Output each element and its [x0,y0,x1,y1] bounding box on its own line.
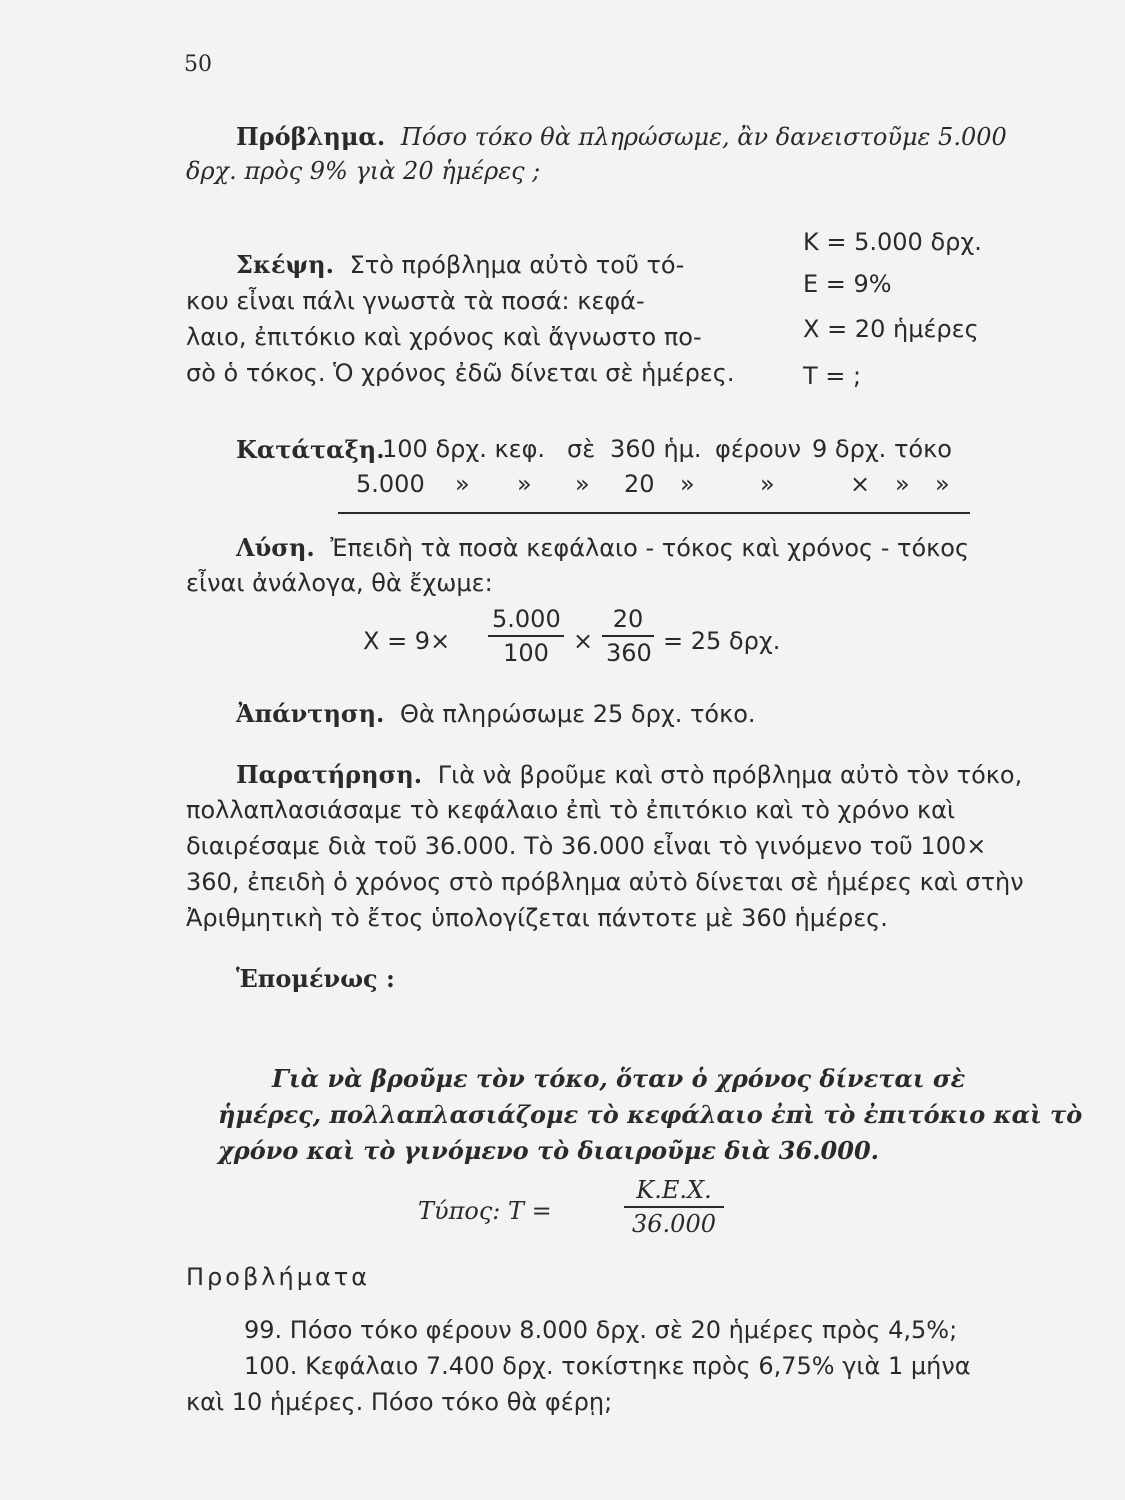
ditto-mark: » [680,470,695,498]
thought-text-2: κου εἶναι πάλι γνωστὰ τὰ ποσά: κεφά- [186,287,645,315]
ditto-mark: » [517,470,532,498]
ditto-mark: » [575,470,590,498]
fraction-bar [624,1206,724,1208]
problem-text-1: Πόσο τόκο θὰ πληρώσωμε, ἂν δανειστοῦμε 5.000 [400,123,1007,151]
fraction-denominator: 100 [503,639,549,667]
answer-line [236,699,756,728]
problem-line-1 [236,122,1007,151]
exercise-100-line-1: 100. Κεφάλαιο 7.400 δρχ. τοκίστηκε πρὸς 6,75% γιὰ 1 μήνα [244,1352,971,1380]
fraction-denominator: 360 [606,639,652,667]
fraction-numerator: 20 [612,605,644,633]
rule-text-2: ἡμέρες, πολλαπλασιάζομε τὸ κεφάλαιο ἐπὶ τὸ ἐπιτόκιο καὶ τὸ [218,1100,1083,1129]
remark-text-5: Ἀριθμητικὴ τὸ ἔτος ὑπολογίζεται πάντοτε μὲ 360 ἡμέρες. [186,904,888,932]
arrangement-row-1-interest: 9 δρχ. τόκο [812,435,952,463]
formula-fraction [624,1176,724,1238]
ditto-mark: » [455,470,470,498]
times-sign: × [573,627,594,655]
remark-label: Παρατήρηση. [236,760,423,789]
answer-label: Ἀπάντηση. [236,699,385,728]
given-time: Χ = 20 ἡμέρες [803,315,979,343]
arrangement-row-2-capital: 5.000 [356,470,425,498]
ditto-mark: » [895,470,910,498]
fraction-bar [488,635,564,637]
arrangement-rule [338,512,970,514]
thought-text-3: λαιο, ἐπιτόκιο καὶ χρόνος καὶ ἄγνωστο πο- [186,323,702,351]
exercise-99: 99. Πόσο τόκο φέρουν 8.000 δρχ. σὲ 20 ἡμέρες πρὸς 4,5%; [244,1316,958,1344]
problem-text-2: δρχ. πρὸς 9% γιὰ 20 ἡμέρες ; [186,157,541,185]
fraction-bar [602,635,654,637]
unknown-x: × [850,470,871,498]
ditto-mark: » [935,470,950,498]
thought-text-1: Στὸ πρόβλημα αὐτὸ τοῦ τό- [349,251,685,279]
remark-text-2: πολλαπλασιάσαμε τὸ κεφάλαιο ἐπὶ τὸ ἐπιτόκιο καὶ τὸ χρόνο καὶ [186,796,956,824]
arrangement-row-1-capital: 100 δρχ. κεφ. [382,435,546,463]
rule-text-1: Γιὰ νὰ βροῦμε τὸν τόκο, ὅταν ὁ χρόνος δίνεται σὲ [272,1064,966,1093]
formula-label: Τύπος: Τ = [418,1197,552,1225]
remark-text-4: 360, ἐπειδὴ ὁ χρόνος στὸ πρόβλημα αὐτὸ δίνεται σὲ ἡμέρες καὶ στὴν [186,868,1024,896]
arrangement-row-2-days: 20 [624,470,655,498]
remark-text-1: Γιὰ νὰ βροῦμε καὶ στὸ πρόβλημα αὐτὸ τὸν τόκο, [437,761,1023,789]
rule-text-3: χρόνο καὶ τὸ γινόμενο τὸ διαιροῦμε διὰ 36.000. [218,1136,879,1165]
arrangement-row-1-in: σὲ [567,435,596,463]
exercises-heading: Προβλήματα [186,1263,371,1291]
fraction-time [602,605,654,667]
given-capital: Κ = 5.000 δρχ. [803,228,982,256]
page-number: 50 [184,52,212,77]
problem-label: Πρόβλημα. [236,122,386,151]
ditto-mark: » [760,470,775,498]
formula-numerator: Κ.Ε.Χ. [636,1176,712,1204]
thought-text-4: σὸ ὁ τόκος. Ὁ χρόνος ἐδῶ δίνεται σὲ ἡμέρες. [186,359,735,387]
solution-line-1 [236,533,969,562]
equation-lhs: Χ = 9× [363,627,451,655]
solution-text-2: εἶναι ἀνάλογα, θὰ ἔχωμε: [186,569,493,597]
answer-text: Θὰ πληρώσωμε 25 δρχ. τόκο. [400,700,756,728]
equation-result: = 25 δρχ. [663,627,781,655]
remark-line-1 [236,760,1022,789]
remark-text-3: διαιρέσαμε διὰ τοῦ 36.000. Τὸ 36.000 εἶναι τὸ γινόμενο τοῦ 100× [186,832,987,860]
solution-text-1: Ἐπειδὴ τὰ ποσὰ κεφάλαιο - τόκος καὶ χρόνος - τόκος [330,534,970,562]
thought-label: Σκέψη. [236,250,334,279]
solution-label: Λύση. [236,533,315,562]
fraction-capital [488,605,564,667]
arrangement-row-1-days: 360 ἡμ. [610,435,702,463]
arrangement-label: Κατάταξη. [236,435,385,464]
arrangement-row-1-yield: φέρουν [715,435,802,463]
thought-line-1 [236,250,684,279]
formula-denominator: 36.000 [632,1210,716,1238]
exercise-100-line-2: καὶ 10 ἡμέρες. Πόσο τόκο θὰ φέρῃ; [186,1388,613,1416]
fraction-numerator: 5.000 [492,605,561,633]
given-interest: Τ = ; [803,362,862,390]
therefore-label: Ἑπομένως : [236,964,395,993]
given-rate: Ε = 9% [803,270,892,298]
